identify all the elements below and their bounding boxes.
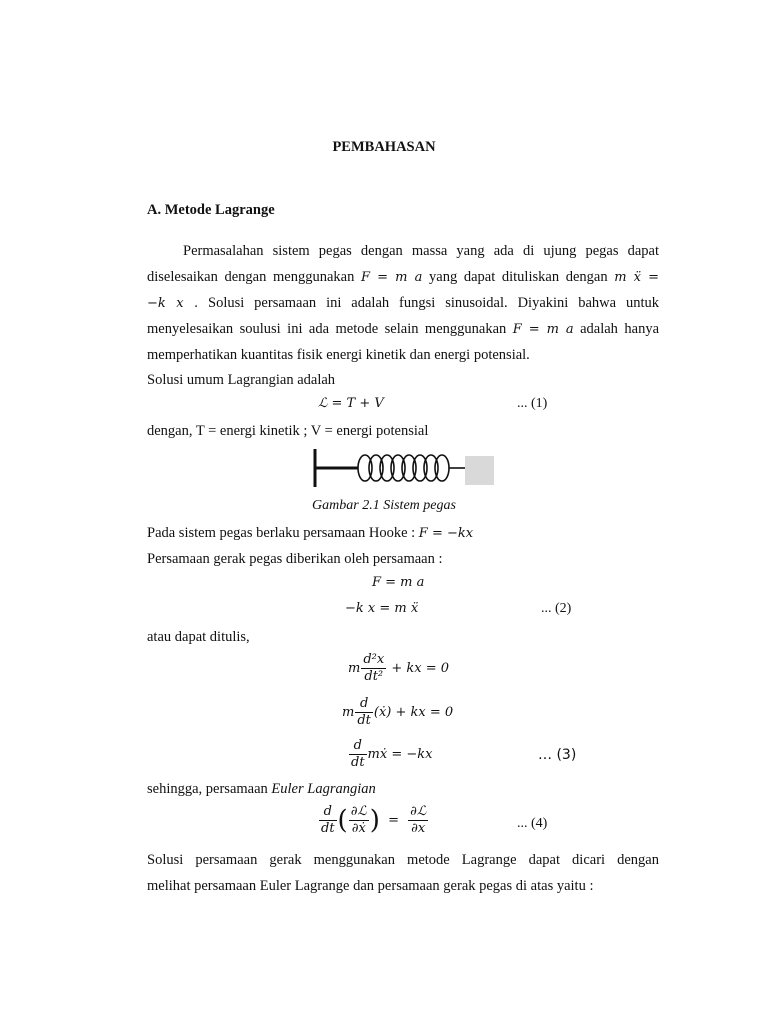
- equation-4-number: ... (4): [517, 816, 548, 831]
- section-heading: A. Metode Lagrange: [147, 202, 275, 218]
- final-line1: Solusi persamaan gerak menggunakan metode Lagrange dapat dicari dengan: [147, 852, 659, 868]
- equation-fma: F = m a: [372, 575, 425, 590]
- equation-second-order: m $\frac{\text{d²x}}{\text{dt²}}$ + kx = 0: [348, 652, 450, 684]
- equation-3-number: … (3): [538, 747, 577, 763]
- equation-first-derivative: m $\frac{d}{dt}$ (ẋ) + kx = 0: [342, 696, 454, 728]
- para1-line2: diselesaikan dengan menggunakan F = m a yang dapat dituliskan dengan m ẍ =: [147, 269, 660, 285]
- equation-2: −k x = m ẍ: [345, 601, 419, 616]
- spring-coils: [358, 455, 449, 481]
- equation-3: $\frac{d}{dt}$ mẋ = −kx: [351, 738, 433, 770]
- para1-line5: memperhatikan kuantitas fisik energi kinetik dan energi potensial.: [147, 347, 530, 363]
- equation-2-number: ... (2): [541, 601, 572, 616]
- equation-4: $\frac{d}{dt}$ ( $\frac{\text{∂ℒ}}{\text{∂ẋ}}$ ) = $\frac{\text{∂ℒ}}{\partial x}$: [321, 804, 427, 836]
- lagrangian-intro: Solusi umum Lagrangian adalah: [147, 372, 336, 388]
- para1-line3: −k x . Solusi persamaan ini adalah fungsi sinusoidal. Diyakini bahwa untuk: [147, 295, 660, 311]
- page-title: PEMBAHASAN: [332, 139, 436, 155]
- spring-system-figure: [310, 444, 500, 492]
- figure-caption: Gambar 2.1 Sistem pegas: [312, 498, 456, 513]
- hooke-law-line: Pada sistem pegas berlaku persamaan Hooke : F = −kx: [147, 525, 474, 541]
- gerak-intro: Persamaan gerak pegas diberikan oleh persamaan :: [147, 551, 443, 567]
- equation-1: ℒ = T + V: [318, 396, 384, 411]
- para1-line4: menyelesaikan soulusi ini ada metode selain menggunakan F = m a adalah hanya: [147, 321, 660, 337]
- sehingga-line: sehingga, persamaan Euler Lagrangian: [147, 781, 376, 797]
- para1-line1: Permasalahan sistem pegas dengan massa yang ada di ujung pegas dapat: [183, 243, 659, 259]
- mass-block: [465, 456, 494, 485]
- final-line2: melihat persamaan Euler Lagrange dan persamaan gerak pegas di atas yaitu :: [147, 878, 594, 894]
- dengan-text: dengan, T = energi kinetik ; V = energi potensial: [147, 423, 429, 439]
- atau-text: atau dapat ditulis,: [147, 629, 250, 645]
- equation-1-number: ... (1): [517, 396, 548, 411]
